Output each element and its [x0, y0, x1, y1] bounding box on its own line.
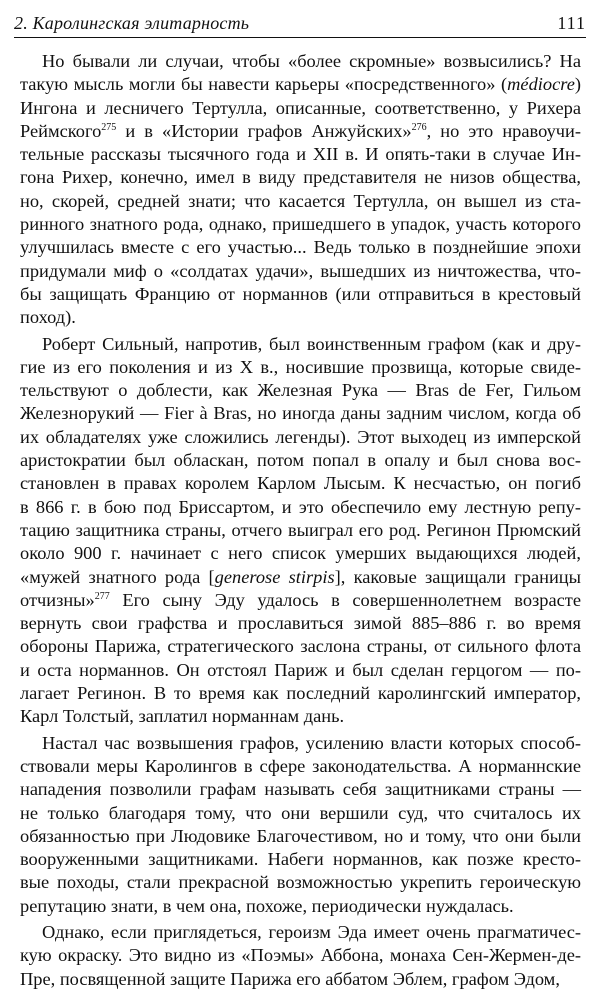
text-run: не только благодаря тому, что они вершили суд, что считалось их	[20, 802, 581, 823]
text-line	[20, 566, 581, 589]
text-run: и в «Истории графов Анжуйских»	[116, 120, 412, 141]
text-line	[20, 143, 581, 166]
text-run: в 866 г. в бою под Бриссартом, и это обеспечило ему лестную репу-	[20, 496, 581, 517]
text-line	[20, 426, 581, 449]
text-run: Настал час возвышения графов, усилению власти которых способ-	[42, 732, 581, 753]
text-run: около 900 г. начинает с него список умерших выдающихся людей,	[20, 543, 581, 564]
text-run: Карл Толстый, заплатил норманнам дань.	[20, 706, 345, 727]
text-line	[20, 283, 581, 306]
text-line	[20, 449, 581, 472]
text-run: тельствуют о доблести, как Железная Рука — Bras de Fer, Гильом	[20, 380, 581, 401]
text-line	[20, 260, 581, 283]
text-line	[20, 895, 581, 918]
text-run: тельные рассказы тысячного года и XII в. И опять-таки в случае Ин-	[20, 144, 581, 165]
text-run: «мужей знатного рода [	[20, 566, 215, 587]
chapter-title: 2. Каролингская элитарность	[14, 13, 250, 33]
text-line	[20, 705, 581, 728]
text-line	[20, 306, 581, 329]
text-run: тацию защитника страны, отчего выиграл его род. Регинон Прюмский	[20, 519, 581, 540]
body-text	[20, 50, 581, 994]
text-run: придумали миф о «солдатах удачи», вышедших из ничтожества, что-	[20, 260, 581, 281]
text-run: отчизны»	[20, 589, 95, 610]
page-number: 111	[557, 13, 586, 33]
text-run: и оста норманнов. Он отстоял Париж и был сделан герцогом — по-	[20, 659, 581, 680]
text-run: кую окраску. Это видно из «Поэмы» Аббона, монаха Сен-Жермен-де-	[20, 945, 581, 966]
text-run: Роберт Сильный, напротив, был воинственным графом (как и дру-	[42, 333, 581, 354]
text-run: обороны Парижа, стратегического заслона страны, от сильного флота	[20, 636, 581, 657]
text-run: Однако, если приглядеться, героизм Эда имеет очень прагматичес-	[42, 921, 581, 942]
text-line	[20, 542, 581, 565]
text-line	[20, 778, 581, 801]
text-line	[20, 871, 581, 894]
text-line	[20, 848, 581, 871]
text-run: бы защищать Францию от норманнов (или отправиться в крестовый	[20, 283, 581, 304]
text-line	[20, 802, 581, 825]
text-run: , но это нравоучи-	[426, 120, 581, 141]
text-run: Его сыну Эду удалось в совершеннолетнем возрасте	[109, 589, 581, 610]
text-run: вые походы, стали прекрасной возможностью укрепить героическую	[20, 872, 581, 893]
text-run: поход).	[20, 307, 76, 328]
paragraph	[20, 921, 581, 991]
text-line	[20, 379, 581, 402]
text-run: нападения позволили графам называть себя защитниками страны —	[20, 779, 581, 800]
text-line	[20, 921, 581, 944]
text-run: ринного знатного рода, однако, пришедшего в упадок, участь которого	[20, 214, 581, 235]
text-line	[20, 356, 581, 379]
text-line	[20, 333, 581, 356]
text-line	[20, 213, 581, 236]
text-line	[20, 73, 581, 96]
text-line	[20, 97, 581, 120]
paragraph	[20, 732, 581, 918]
text-line	[20, 166, 581, 189]
text-line	[20, 472, 581, 495]
text-line	[20, 519, 581, 542]
paragraph	[20, 50, 581, 330]
text-line	[20, 732, 581, 755]
paragraph	[20, 333, 581, 729]
text-line	[20, 635, 581, 658]
text-run: Но бывали ли случаи, чтобы «более скромные» возвысились? На	[42, 51, 581, 71]
text-run: аристократии был обласкан, потом попал в опалу и был снова вос-	[20, 450, 581, 471]
running-head	[14, 4, 586, 38]
text-line	[20, 402, 581, 425]
text-line	[20, 236, 581, 259]
text-line	[20, 755, 581, 778]
footnote-marker: 275	[101, 121, 117, 133]
text-run: Реймского	[20, 120, 102, 141]
text-run: становлен в правах королем Карлом Лысым. К несчастью, он погиб	[20, 473, 581, 494]
text-line	[20, 120, 581, 143]
text-run: но, скорей, средней знати; что касается Тертулла, он вышел из ста-	[20, 190, 581, 211]
text-line	[20, 659, 581, 682]
text-run: улучшилась вместе с его участью... Ведь только в позднейшие эпохи	[20, 237, 581, 258]
text-line	[20, 496, 581, 519]
text-run: лагает Регинон. В то время как последний каролингский император,	[20, 683, 581, 704]
text-line	[20, 944, 581, 967]
text-run: )	[574, 74, 581, 95]
italic-term: generose stirpis	[214, 566, 335, 587]
text-run: их обладателях уже сложились легенды). Этот выходец из имперской	[20, 426, 581, 447]
text-line	[20, 682, 581, 705]
text-run: Ингона и лесничего Тертулла, описанные, соответственно, у Рихера	[20, 97, 581, 118]
text-line	[20, 589, 581, 612]
text-run: ], каковые защищали границы	[334, 566, 582, 587]
text-run: такую мысль могли бы навести карьеры «посредственного» (	[20, 74, 508, 95]
footnote-marker: 276	[411, 121, 427, 133]
text-run: вооруженными защитниками. Набеги норманнов, как позже кресто-	[20, 849, 581, 870]
text-run: вернуть свои графства и прославиться зимой 885–886 г. во время	[20, 613, 581, 634]
text-run: гона Рихер, конечно, имел в виду представителя не низов общества,	[20, 167, 581, 188]
text-run: обязанностью при Людовике Благочестивом, но и тому, что они были	[20, 825, 581, 846]
text-line	[20, 825, 581, 848]
text-run: репутацию знати, в чем она, похоже, периодически нуждалась.	[20, 895, 514, 916]
text-line	[20, 50, 581, 73]
italic-term: médiocre	[507, 74, 575, 95]
text-run: гие из его поколения и из X в., носившие прозвища, которые свиде-	[20, 356, 581, 377]
text-line	[20, 612, 581, 635]
footnote-marker: 277	[94, 590, 110, 602]
text-line	[20, 968, 581, 991]
text-run: ствовали меры Каролингов в сфере законодательства. А норманнские	[20, 755, 581, 776]
text-line	[20, 190, 581, 213]
text-run: Железнорукий — Fier à Bras, но иногда даны задним числом, когда об	[20, 403, 581, 424]
text-run: Пре, посвященной защите Парижа его аббатом Эблем, графом Эдом,	[20, 968, 560, 989]
